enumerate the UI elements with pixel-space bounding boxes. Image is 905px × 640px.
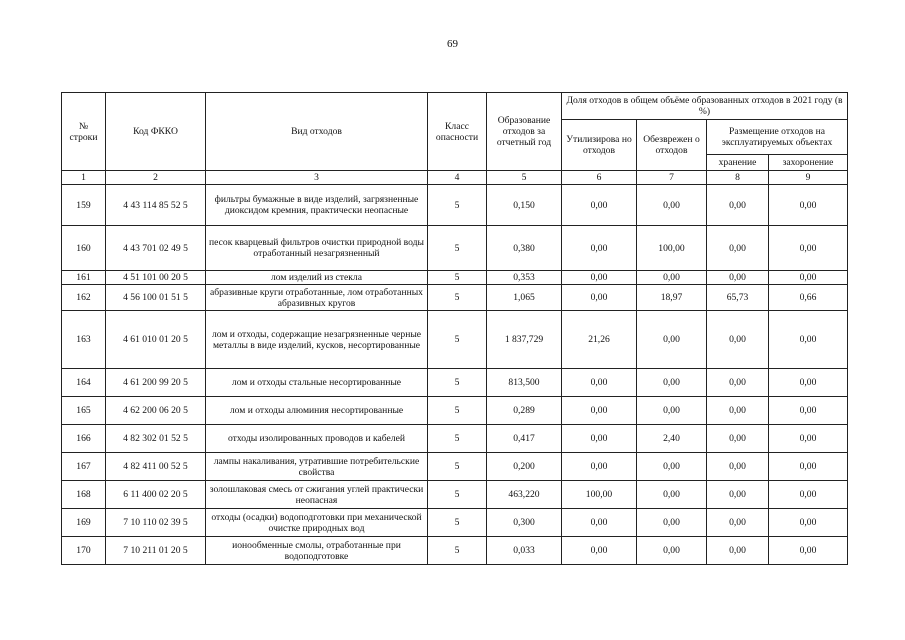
waste-type-cell: золошлаковая смесь от сжигания углей практически неопасная [206, 481, 428, 509]
column-number: 6 [562, 171, 637, 185]
storage-cell: 0,00 [707, 481, 769, 509]
fkko-code-cell: 7 10 211 01 20 5 [106, 537, 206, 565]
burial-cell: 0,00 [769, 481, 848, 509]
storage-cell: 0,00 [707, 537, 769, 565]
neutralization-cell: 0,00 [637, 397, 707, 425]
fkko-code-cell: 4 43 701 02 49 5 [106, 226, 206, 271]
hazard-class-cell: 5 [428, 453, 487, 481]
utilization-cell: 0,00 [562, 425, 637, 453]
generated-cell: 0,200 [487, 453, 562, 481]
row-number-cell: 169 [62, 509, 106, 537]
row-number-cell: 165 [62, 397, 106, 425]
burial-cell: 0,00 [769, 509, 848, 537]
hazard-class-cell: 5 [428, 285, 487, 311]
waste-type-cell: лом изделий из стекла [206, 271, 428, 285]
neutralization-cell: 0,00 [637, 311, 707, 369]
table-row [62, 537, 848, 565]
generated-cell: 1 837,729 [487, 311, 562, 369]
storage-cell: 0,00 [707, 425, 769, 453]
neutralization-cell: 0,00 [637, 537, 707, 565]
table-row [62, 271, 848, 285]
burial-cell: 0,00 [769, 185, 848, 226]
storage-cell: 0,00 [707, 185, 769, 226]
utilization-cell: 0,00 [562, 285, 637, 311]
table-row [62, 425, 848, 453]
burial-cell: 0,00 [769, 226, 848, 271]
header-fkko-code: Код ФККО [106, 93, 206, 171]
neutralization-cell: 0,00 [637, 185, 707, 226]
table-row [62, 369, 848, 397]
generated-cell: 463,220 [487, 481, 562, 509]
hazard-class-cell: 5 [428, 425, 487, 453]
storage-cell: 0,00 [707, 509, 769, 537]
column-number: 4 [428, 171, 487, 185]
row-number-cell: 159 [62, 185, 106, 226]
fkko-code-cell: 6 11 400 02 20 5 [106, 481, 206, 509]
page-number: 69 [447, 38, 458, 50]
waste-type-cell: фильтры бумажные в виде изделий, загрязненные диоксидом кремния, практически неопасные [206, 185, 428, 226]
table-row [62, 397, 848, 425]
generated-cell: 0,289 [487, 397, 562, 425]
row-number-cell: 161 [62, 271, 106, 285]
generated-cell: 0,380 [487, 226, 562, 271]
column-number: 8 [707, 171, 769, 185]
utilization-cell: 0,00 [562, 271, 637, 285]
generated-cell: 0,300 [487, 509, 562, 537]
row-number-cell: 167 [62, 453, 106, 481]
utilization-cell: 0,00 [562, 226, 637, 271]
hazard-class-cell: 5 [428, 369, 487, 397]
header-generated: Образование отходов за отчетный год [487, 93, 562, 171]
waste-type-cell: ионообменные смолы, отработанные при водоподготовке [206, 537, 428, 565]
neutralization-cell: 0,00 [637, 509, 707, 537]
hazard-class-cell: 5 [428, 509, 487, 537]
table-row [62, 453, 848, 481]
burial-cell: 0,00 [769, 397, 848, 425]
neutralization-cell: 18,97 [637, 285, 707, 311]
storage-cell: 0,00 [707, 453, 769, 481]
header-neutralization: Обезврежен о отходов [637, 120, 707, 171]
table-row [62, 185, 848, 226]
header-waste-type: Вид отходов [206, 93, 428, 171]
neutralization-cell: 0,00 [637, 271, 707, 285]
waste-table [61, 92, 848, 565]
generated-cell: 813,500 [487, 369, 562, 397]
generated-cell: 0,150 [487, 185, 562, 226]
neutralization-cell: 100,00 [637, 226, 707, 271]
waste-type-cell: лампы накаливания, утратившие потребительские свойства [206, 453, 428, 481]
utilization-cell: 0,00 [562, 185, 637, 226]
utilization-cell: 0,00 [562, 537, 637, 565]
header-burial: захоронение [769, 155, 848, 171]
storage-cell: 65,73 [707, 285, 769, 311]
waste-type-cell: отходы изолированных проводов и кабелей [206, 425, 428, 453]
burial-cell: 0,66 [769, 285, 848, 311]
column-number: 2 [106, 171, 206, 185]
waste-type-cell: лом и отходы стальные несортированные [206, 369, 428, 397]
header-utilization: Утилизирова но отходов [562, 120, 637, 171]
waste-type-cell: абразивные круги отработанные, лом отработанных абразивных кругов [206, 285, 428, 311]
hazard-class-cell: 5 [428, 185, 487, 226]
utilization-cell: 21,26 [562, 311, 637, 369]
fkko-code-cell: 4 62 200 06 20 5 [106, 397, 206, 425]
fkko-code-cell: 4 51 101 00 20 5 [106, 271, 206, 285]
hazard-class-cell: 5 [428, 271, 487, 285]
hazard-class-cell: 5 [428, 537, 487, 565]
header-row-top [62, 93, 848, 120]
waste-type-cell: лом и отходы алюминия несортированные [206, 397, 428, 425]
row-number-cell: 163 [62, 311, 106, 369]
row-number-cell: 166 [62, 425, 106, 453]
generated-cell: 0,353 [487, 271, 562, 285]
fkko-code-cell: 7 10 110 02 39 5 [106, 509, 206, 537]
hazard-class-cell: 5 [428, 226, 487, 271]
generated-cell: 0,417 [487, 425, 562, 453]
generated-cell: 1,065 [487, 285, 562, 311]
table-row [62, 311, 848, 369]
column-number: 1 [62, 171, 106, 185]
fkko-code-cell: 4 82 411 00 52 5 [106, 453, 206, 481]
utilization-cell: 0,00 [562, 369, 637, 397]
header-hazard-class: Класс опасности [428, 93, 487, 171]
neutralization-cell: 2,40 [637, 425, 707, 453]
utilization-cell: 0,00 [562, 397, 637, 425]
column-number-row [62, 171, 848, 185]
storage-cell: 0,00 [707, 271, 769, 285]
column-number: 3 [206, 171, 428, 185]
neutralization-cell: 0,00 [637, 453, 707, 481]
burial-cell: 0,00 [769, 271, 848, 285]
row-number-cell: 162 [62, 285, 106, 311]
storage-cell: 0,00 [707, 369, 769, 397]
table-row [62, 509, 848, 537]
column-number: 5 [487, 171, 562, 185]
header-row-number: № строки [62, 93, 106, 171]
fkko-code-cell: 4 61 200 99 20 5 [106, 369, 206, 397]
row-number-cell: 164 [62, 369, 106, 397]
storage-cell: 0,00 [707, 311, 769, 369]
fkko-code-cell: 4 43 114 85 52 5 [106, 185, 206, 226]
table-row [62, 481, 848, 509]
waste-type-cell: песок кварцевый фильтров очистки природной воды отработанный незагрязненный [206, 226, 428, 271]
fkko-code-cell: 4 56 100 01 51 5 [106, 285, 206, 311]
waste-type-cell: лом и отходы, содержащие незагрязненные черные металлы в виде изделий, кусков, несортированные [206, 311, 428, 369]
utilization-cell: 100,00 [562, 481, 637, 509]
row-number-cell: 168 [62, 481, 106, 509]
table-row [62, 226, 848, 271]
row-number-cell: 160 [62, 226, 106, 271]
neutralization-cell: 0,00 [637, 369, 707, 397]
storage-cell: 0,00 [707, 397, 769, 425]
hazard-class-cell: 5 [428, 481, 487, 509]
burial-cell: 0,00 [769, 311, 848, 369]
neutralization-cell: 0,00 [637, 481, 707, 509]
fkko-code-cell: 4 61 010 01 20 5 [106, 311, 206, 369]
storage-cell: 0,00 [707, 226, 769, 271]
burial-cell: 0,00 [769, 537, 848, 565]
column-number: 7 [637, 171, 707, 185]
hazard-class-cell: 5 [428, 311, 487, 369]
utilization-cell: 0,00 [562, 453, 637, 481]
burial-cell: 0,00 [769, 453, 848, 481]
header-share-group: Доля отходов в общем объёме образованных отходов в 2021 году (в %) [562, 93, 848, 120]
header-storage: хранение [707, 155, 769, 171]
utilization-cell: 0,00 [562, 509, 637, 537]
hazard-class-cell: 5 [428, 397, 487, 425]
column-number: 9 [769, 171, 848, 185]
header-placement-group: Размещение отходов на эксплуатируемых объектах [707, 120, 848, 155]
fkko-code-cell: 4 82 302 01 52 5 [106, 425, 206, 453]
generated-cell: 0,033 [487, 537, 562, 565]
burial-cell: 0,00 [769, 369, 848, 397]
burial-cell: 0,00 [769, 425, 848, 453]
waste-type-cell: отходы (осадки) водоподготовки при механической очистке природных вод [206, 509, 428, 537]
row-number-cell: 170 [62, 537, 106, 565]
table-row [62, 285, 848, 311]
